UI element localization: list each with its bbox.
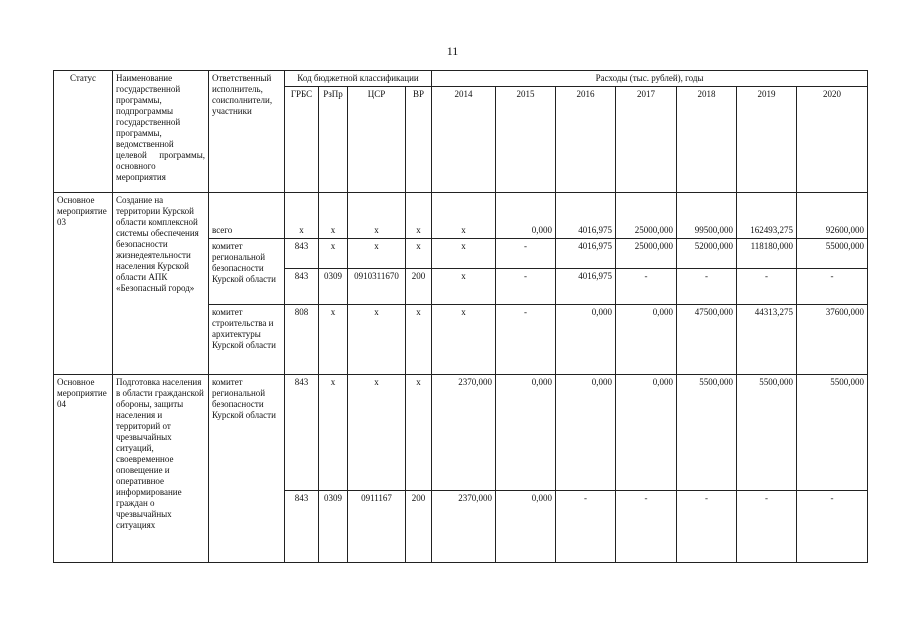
cell-value: x (432, 305, 496, 375)
cell-value: 55000,000 (797, 239, 868, 269)
cell-rzpr: 0309 (319, 491, 348, 563)
header-name: Наименование государственной программы, подпрограммы государственной программы, ведомственной целевой программы, основного мероприятия (113, 71, 209, 193)
cell-rzpr: x (319, 239, 348, 269)
header-expenses: Расходы (тыс. рублей), годы (432, 71, 868, 87)
header-year: 2018 (677, 87, 737, 193)
header-year: 2016 (556, 87, 616, 193)
cell-value: 0,000 (616, 375, 677, 491)
cell-value: - (737, 491, 797, 563)
cell-value: 162493,275 (737, 193, 797, 239)
cell-csr: x (348, 305, 406, 375)
cell-vr: 200 (406, 269, 432, 305)
cell-rzpr: x (319, 375, 348, 491)
header-year: 2019 (737, 87, 797, 193)
cell-value: - (496, 269, 556, 305)
header-year: 2017 (616, 87, 677, 193)
cell-value: 52000,000 (677, 239, 737, 269)
cell-value: 5500,000 (797, 375, 868, 491)
row-executor: комитет региональной безопасности Курской области (209, 239, 285, 305)
cell-value: - (496, 239, 556, 269)
cell-csr: x (348, 239, 406, 269)
row-executor: комитет региональной безопасности Курской области (209, 375, 285, 563)
cell-value: 5500,000 (677, 375, 737, 491)
cell-vr: x (406, 305, 432, 375)
cell-vr: x (406, 193, 432, 239)
group-name: Подготовка населения в области гражданской обороны, защиты населения и территорий от чрезвычайных ситуаций, своевременное оповещение и оперативное информирование граждан о чрезвычайных ситуациях (113, 375, 209, 563)
cell-value: 25000,000 (616, 193, 677, 239)
cell-value: x (432, 239, 496, 269)
header-rzpr: РзПр (319, 87, 348, 193)
row-executor: комитет строительства и архитектуры Курской области (209, 305, 285, 375)
cell-value: - (496, 305, 556, 375)
cell-value: 37600,000 (797, 305, 868, 375)
header-year: 2014 (432, 87, 496, 193)
cell-value: 0,000 (556, 375, 616, 491)
cell-value: 0,000 (496, 193, 556, 239)
cell-value: x (432, 193, 496, 239)
cell-value: - (797, 269, 868, 305)
cell-value: - (616, 269, 677, 305)
cell-value: - (737, 269, 797, 305)
cell-value: 0,000 (496, 375, 556, 491)
cell-value: 4016,975 (556, 193, 616, 239)
cell-rzpr: x (319, 193, 348, 239)
cell-value: - (616, 491, 677, 563)
header-year: 2020 (797, 87, 868, 193)
cell-rzpr: 0309 (319, 269, 348, 305)
cell-value: 0,000 (496, 491, 556, 563)
cell-grbs: 808 (285, 305, 319, 375)
cell-grbs: 843 (285, 239, 319, 269)
group-status: Основное мероприятие 03 (54, 193, 113, 375)
cell-value: 92600,000 (797, 193, 868, 239)
cell-csr: x (348, 193, 406, 239)
cell-value: - (677, 491, 737, 563)
group-status: Основное мероприятие 04 (54, 375, 113, 563)
cell-value: - (556, 491, 616, 563)
cell-value: 2370,000 (432, 491, 496, 563)
cell-value: - (677, 269, 737, 305)
cell-csr: 0911167 (348, 491, 406, 563)
header-grbs: ГРБС (285, 87, 319, 193)
cell-value: 44313,275 (737, 305, 797, 375)
cell-grbs: 843 (285, 375, 319, 491)
header-responsible: Ответственный исполнитель, соисполнители, участники (209, 71, 285, 193)
header-budget-code: Код бюджетной классификации (285, 71, 432, 87)
cell-value: 99500,000 (677, 193, 737, 239)
cell-value: 5500,000 (737, 375, 797, 491)
row-executor: всего (209, 193, 285, 239)
budget-table (53, 70, 868, 563)
table-row (54, 193, 868, 239)
cell-grbs: x (285, 193, 319, 239)
header-year: 2015 (496, 87, 556, 193)
group-name: Создание на территории Курской области комплексной системы обеспечения безопасности жизнедеятельности населения Курской области АПК «Безопасный город» (113, 193, 209, 375)
cell-value: 47500,000 (677, 305, 737, 375)
cell-vr: 200 (406, 491, 432, 563)
page-number: 11 (446, 44, 459, 58)
cell-vr: x (406, 239, 432, 269)
cell-grbs: 843 (285, 269, 319, 305)
cell-value: 0,000 (616, 305, 677, 375)
cell-value: 0,000 (556, 305, 616, 375)
cell-csr: x (348, 375, 406, 491)
cell-csr: 0910311670 (348, 269, 406, 305)
cell-vr: x (406, 375, 432, 491)
cell-value: 25000,000 (616, 239, 677, 269)
cell-value: 4016,975 (556, 239, 616, 269)
cell-value: 4016,975 (556, 269, 616, 305)
cell-rzpr: x (319, 305, 348, 375)
cell-value: - (797, 491, 868, 563)
cell-value: x (432, 269, 496, 305)
cell-value: 2370,000 (432, 375, 496, 491)
cell-grbs: 843 (285, 491, 319, 563)
header-vr: ВР (406, 87, 432, 193)
cell-value: 118180,000 (737, 239, 797, 269)
table-row (54, 375, 868, 491)
header-csr: ЦСР (348, 87, 406, 193)
header-status: Статус (54, 71, 113, 193)
